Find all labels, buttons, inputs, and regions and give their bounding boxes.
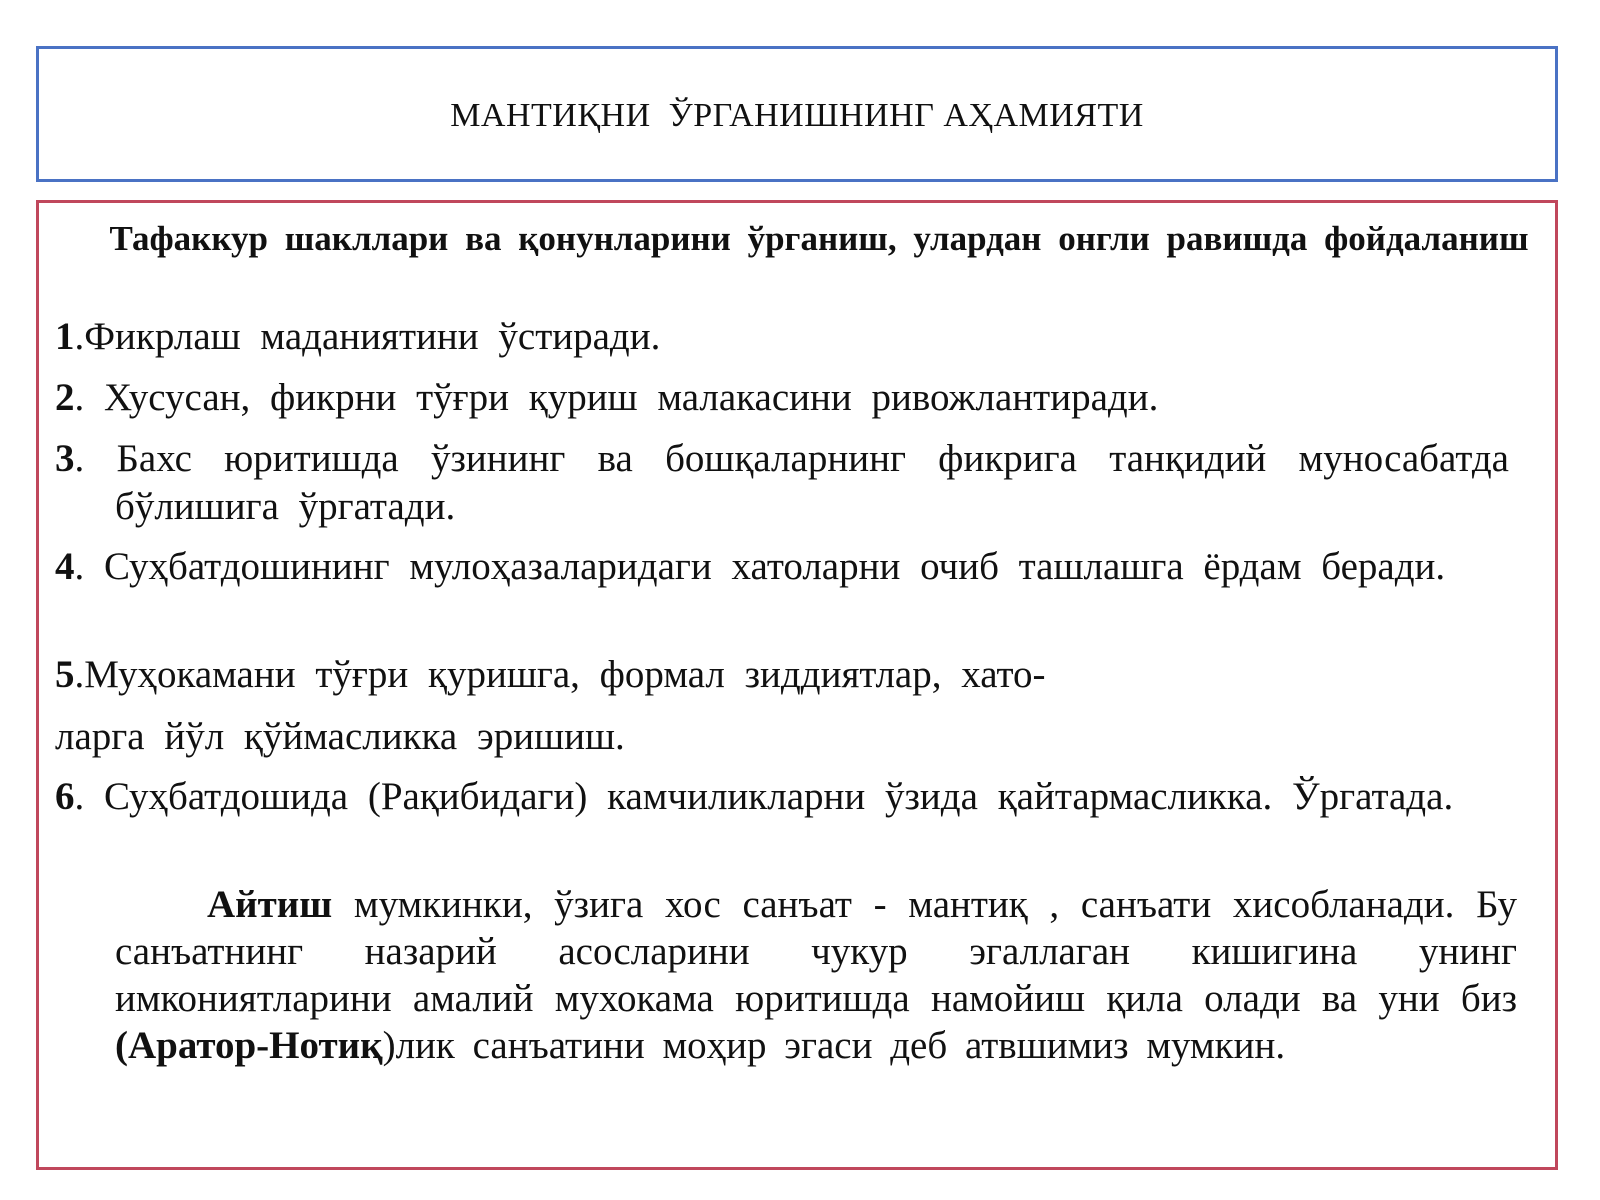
list-item-text: . Суҳбатдошида (Рақибидаги) камчиликларни ўзида қайтармасликка. Ўргатада. — [74, 775, 1454, 818]
list-item-text: . Хусусан, фикрни тўғри қуриш малакасини ривожлантиради. — [74, 376, 1159, 419]
list-item-number: 5 — [55, 653, 75, 696]
list-item-5-continuation: ларга йўл қўймасликка эришиш. — [55, 715, 625, 758]
slide-title: МАНТИҚНИ ЎРГАНИШНИНГ АҲАМИЯТИ — [450, 97, 1144, 134]
closing-bold-term: (Аратор-Нотиқ — [115, 1024, 383, 1067]
content-box — [36, 200, 1558, 1170]
content-subtitle: Тафаккур шакллари ва қонунларини ўрганиш, улардан онгли равишда фойдаланиш — [109, 219, 1529, 258]
list-item-number: 2 — [55, 376, 75, 419]
slide-title-box — [36, 46, 1558, 182]
closing-text-part-2: )лик санъатини моҳир эгаси деб атвшимиз мумкин. — [382, 1024, 1286, 1067]
list-item-number: 4 — [55, 545, 75, 588]
list-item-number: 1 — [55, 315, 75, 358]
list-item-3 — [55, 435, 1509, 531]
list-item-text: . Суҳбатдошининг мулоҳазаларидаги хатоларни очиб ташлашга ёрдам беради. — [74, 545, 1446, 588]
list-item-1 — [55, 313, 660, 361]
list-item-text: .Фикрлаш маданиятини ўстиради. — [74, 315, 661, 358]
closing-paragraph — [115, 881, 1517, 1069]
closing-text-part-1: мумкинки, ўзига хос санъат - мантиқ , санъати хисобланади. Бу санъатнинг назарий асосларини чукур эгаллаган кишигина унинг имкониятларини амалий мухокама юритишда намойиш қила олади ва уни биз — [115, 883, 1517, 1020]
list-item-number: 6 — [55, 775, 75, 818]
list-item-text: . Бахс юритишда ўзининг ва бошқаларнинг фикрига танқидий муносабатда бўлишига ўргатади. — [74, 437, 1509, 528]
list-item-2 — [55, 374, 1158, 422]
list-item-5 — [55, 651, 1046, 699]
list-item-text: .Муҳокамани тўғри қуришга, формал зиддиятлар, хато- — [74, 653, 1046, 696]
list-item-number: 3 — [55, 437, 75, 480]
closing-lead-word: Айтиш — [207, 883, 333, 926]
list-item-4 — [55, 543, 1509, 591]
list-item-6 — [55, 773, 1509, 821]
